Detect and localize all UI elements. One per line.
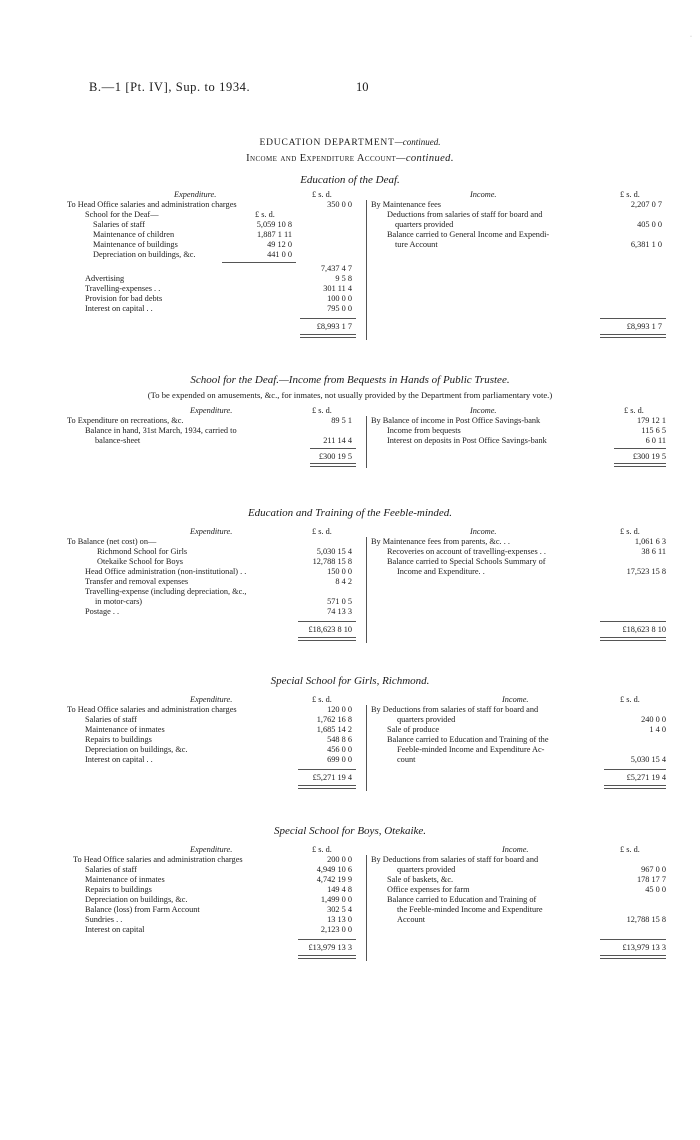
exp-line: Repairs to buildings (85, 885, 152, 894)
section-note-bequests: (To be expended on amusements, &c., for inmates, not usually provided by the Department from parliamentary vote.) (147, 390, 553, 400)
inc-amount: 1 4 0 (649, 725, 666, 734)
inc-line: By Deductions from salaries of staff for board and (371, 705, 539, 714)
exp-inner-amount: 1,887 1 11 (257, 230, 292, 239)
inc-total: £18,623 8 10 (622, 625, 666, 634)
lsd-heading: £ s. d. (620, 527, 640, 536)
page-number: 10 (356, 80, 369, 94)
exp-amount: 5,030 15 4 (316, 547, 352, 556)
section-title-bequests: School for the Deaf.—Income from Bequests in Hands of Public Trustee. (190, 374, 510, 386)
exp-heading: Expenditure. (190, 845, 233, 854)
inc-line: Sale of baskets, &c. (387, 875, 454, 884)
exp-total: £13,979 13 3 (308, 943, 352, 952)
exp-total: £18,623 8 10 (308, 625, 352, 634)
inc-total: £8,993 1 7 (626, 322, 662, 331)
exp-line: Depreciation on buildings, &c. (85, 745, 188, 754)
inc-heading: Income. (470, 527, 497, 536)
lsd-inner-heading: £ s. d. (255, 210, 275, 219)
exp-amount: 1,499 0 0 (320, 895, 352, 904)
exp-amount: 200 0 0 (327, 855, 352, 864)
exp-line: To Head Office salaries and administration charges (73, 855, 243, 864)
inc-amount: 45 0 0 (645, 885, 666, 894)
exp-amount: 9 5 8 (335, 274, 352, 283)
inc-line: Balance carried to Education and Training of the (387, 735, 549, 744)
exp-line: Postage . . (85, 607, 120, 616)
lsd-heading: £ s. d. (620, 190, 640, 199)
section-title-feeble: Education and Training of the Feeble-minded. (247, 507, 453, 519)
exp-line: Salaries of staff (85, 715, 137, 724)
exp-line: To Expenditure on recreations, &c. (67, 416, 184, 425)
inc-amount: 115 6 5 (641, 426, 666, 435)
table-deaf (0, 190, 700, 340)
department-name: EDUCATION DEPARTMENT (259, 138, 395, 148)
exp-amount: 548 8 6 (327, 735, 352, 744)
inc-line: Balance carried to Special Schools Summary of (387, 557, 546, 566)
exp-line: Travelling-expenses . . (85, 284, 161, 293)
lsd-heading: £ s. d. (624, 406, 644, 415)
exp-total: £300 19 5 (318, 452, 352, 461)
table-feeble (0, 527, 700, 647)
exp-line: Provision for bad debts (85, 294, 163, 303)
lsd-heading: £ s. d. (620, 845, 640, 854)
exp-line: To Head Office salaries and administration charges (67, 705, 237, 714)
table-richmond (0, 695, 700, 795)
exp-amount: 1,685 14 2 (316, 725, 352, 734)
inc-line: Deductions from salaries of staff for board and (387, 210, 543, 219)
exp-heading: Expenditure. (190, 406, 233, 415)
inc-line: Income and Expenditure. . (397, 567, 485, 576)
exp-amount: 699 0 0 (327, 755, 352, 764)
account-heading (0, 153, 700, 164)
exp-amount: 100 0 0 (327, 294, 352, 303)
exp-inner-amount: 5,059 10 8 (256, 220, 292, 229)
exp-total: £5,271 19 4 (312, 773, 352, 782)
inc-line: Feeble-minded Income and Expenditure Ac- (397, 745, 545, 754)
inc-line: quarters provided (397, 715, 456, 724)
exp-heading: Expenditure. (190, 527, 233, 536)
exp-line: Interest on capital . . (85, 304, 153, 313)
exp-line: Balance (loss) from Farm Account (85, 905, 200, 914)
lsd-heading: £ s. d. (312, 845, 332, 854)
inc-heading: Income. (470, 190, 497, 199)
exp-inner-amount: 441 0 0 (267, 250, 292, 259)
department-heading (0, 137, 700, 148)
exp-amount: 120 0 0 (327, 705, 352, 714)
inc-line: Sale of produce (387, 725, 440, 734)
inc-heading: Income. (502, 845, 529, 854)
exp-amount: 211 14 4 (323, 436, 352, 445)
inc-amount: 6 0 11 (645, 436, 666, 445)
exp-line: Maintenance of buildings (93, 240, 178, 249)
inc-amount: 179 12 1 (636, 416, 666, 425)
exp-line: Sundries . . (85, 915, 123, 924)
exp-amount: 8 4 2 (335, 577, 352, 586)
exp-line: Transfer and removal expenses (85, 577, 189, 586)
inc-line: Account (397, 915, 426, 924)
exp-line: Otekaike School for Boys (97, 557, 183, 566)
lsd-heading: £ s. d. (620, 695, 640, 704)
account-title: Income and Expenditure Account (246, 153, 397, 164)
exp-line: To Head Office salaries and administration charges (67, 200, 237, 209)
inc-amount: 240 0 0 (641, 715, 666, 724)
inc-amount: 2,207 0 7 (630, 200, 662, 209)
lsd-heading: £ s. d. (312, 190, 332, 199)
exp-heading: Expenditure. (190, 695, 233, 704)
section-title-richmond: Special School for Girls, Richmond. (270, 675, 430, 687)
inc-line: By Balance of income in Post Office Savings-bank (371, 416, 541, 425)
inc-heading: Income. (502, 695, 529, 704)
exp-amount: 350 0 0 (327, 200, 352, 209)
exp-amount: 12,788 15 8 (312, 557, 352, 566)
exp-amount: 150 0 0 (327, 567, 352, 576)
inc-line: By Maintenance fees (371, 200, 442, 209)
inc-line: Income from bequests (387, 426, 461, 435)
exp-amount: 7,437 4 7 (320, 264, 352, 273)
exp-line: Balance in hand, 31st March, 1934, carried to (85, 426, 237, 435)
exp-amount: 301 11 4 (323, 284, 352, 293)
inc-line: Office expenses for farm (387, 885, 470, 894)
inc-amount: 5,030 15 4 (630, 755, 666, 764)
table-otekaike (0, 845, 700, 970)
exp-amount: 4,742 19 9 (316, 875, 352, 884)
lsd-heading: £ s. d. (312, 527, 332, 536)
exp-line: Advertising (85, 274, 125, 283)
exp-amount: 795 0 0 (327, 304, 352, 313)
exp-amount: 149 4 8 (327, 885, 352, 894)
department-cont: —continued. (394, 137, 441, 147)
exp-amount: 1,762 16 8 (316, 715, 352, 724)
exp-line: balance-sheet (95, 436, 141, 445)
table-bequests (0, 406, 700, 468)
exp-line: Interest on capital (85, 925, 145, 934)
inc-total: £13,979 13 3 (622, 943, 666, 952)
exp-amount: 13 13 0 (327, 915, 352, 924)
inc-heading: Income. (470, 406, 497, 415)
inc-amount: 178 17 7 (636, 875, 666, 884)
inc-line: By Deductions from salaries of staff for board and (371, 855, 539, 864)
inc-total: £300 19 5 (632, 452, 666, 461)
inc-line: Recoveries on account of travelling-expenses . . (387, 547, 546, 556)
inc-amount: 6,381 1 0 (630, 240, 662, 249)
inc-line: Interest on deposits in Post Office Savings-bank (387, 436, 547, 445)
exp-heading: Expenditure. (174, 190, 217, 199)
exp-line: To Balance (net cost) on— (67, 537, 157, 546)
exp-amount: 456 0 0 (327, 745, 352, 754)
exp-amount: 89 5 1 (331, 416, 352, 425)
inc-line: ture Account (395, 240, 438, 249)
account-cont: —continued. (396, 153, 454, 164)
inc-line: quarters provided (395, 220, 454, 229)
inc-amount: 967 0 0 (641, 865, 666, 874)
exp-amount: 302 5 4 (327, 905, 352, 914)
exp-line: Salaries of staff (93, 220, 145, 229)
inc-amount: 17,523 15 8 (626, 567, 666, 576)
exp-line: Richmond School for Girls (97, 547, 188, 556)
exp-line: Repairs to buildings (85, 735, 152, 744)
inc-line: Balance carried to General Income and Expendi- (387, 230, 550, 239)
page-header-reference: B.—1 [Pt. IV], Sup. to 1934. (89, 80, 251, 94)
exp-line: Travelling-expense (including depreciation, &c., (85, 587, 247, 596)
inc-amount: 12,788 15 8 (626, 915, 666, 924)
inc-amount: 405 0 0 (637, 220, 662, 229)
exp-line: Maintenance of children (93, 230, 175, 239)
exp-line: Depreciation on buildings, &c. (93, 250, 196, 259)
inc-line: Balance carried to Education and Training of (387, 895, 537, 904)
exp-line: Maintenance of inmates (85, 725, 165, 734)
exp-inner-amount: 49 12 0 (267, 240, 292, 249)
exp-line: Interest on capital . . (85, 755, 153, 764)
exp-line: Head Office administration (non-institutional) . . (85, 567, 247, 576)
exp-line: School for the Deaf— (85, 210, 159, 219)
inc-line: count (397, 755, 416, 764)
inc-amount: 38 6 11 (641, 547, 666, 556)
exp-amount: 571 0 5 (327, 597, 352, 606)
exp-line: Salaries of staff (85, 865, 137, 874)
lsd-heading: £ s. d. (312, 406, 332, 415)
exp-line: Depreciation on buildings, &c. (85, 895, 188, 904)
inc-amount: 1,061 6 3 (634, 537, 666, 546)
exp-amount: 4,949 10 6 (316, 865, 352, 874)
exp-total: £8,993 1 7 (316, 322, 352, 331)
exp-amount: 2,123 0 0 (320, 925, 352, 934)
section-title-otekaike: Special School for Boys, Otekaike. (273, 825, 427, 837)
section-title-deaf: Education of the Deaf. (300, 174, 400, 186)
lsd-heading: £ s. d. (312, 695, 332, 704)
corner-mark: · (690, 34, 692, 40)
exp-line: Maintenance of inmates (85, 875, 165, 884)
exp-amount: 74 13 3 (327, 607, 352, 616)
inc-line: By Maintenance fees from parents, &c. . . (371, 537, 510, 546)
exp-line: in motor-cars) (95, 597, 143, 606)
inc-line: the Feeble-minded Income and Expenditure (397, 905, 543, 914)
inc-total: £5,271 19 4 (626, 773, 666, 782)
inc-line: quarters provided (397, 865, 456, 874)
